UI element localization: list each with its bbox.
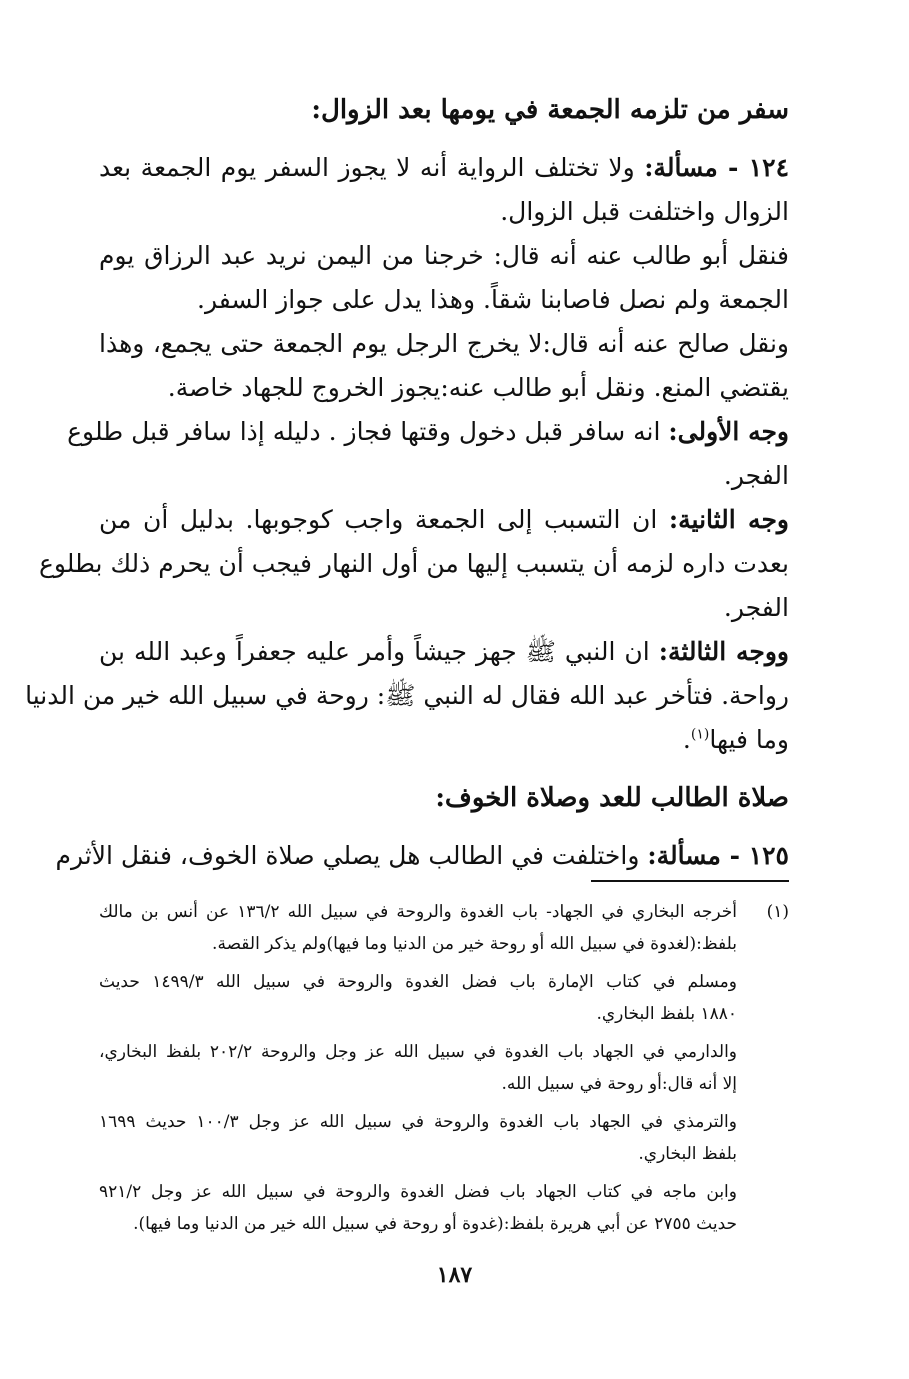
footnote-body xyxy=(99,896,737,1240)
first-view-line-1 xyxy=(67,410,789,454)
third-view-line-1 xyxy=(99,630,789,674)
footnote-number: (١) xyxy=(766,902,789,922)
second-view-line-3: الفجر. xyxy=(723,593,789,622)
footnote-line: حديث ٢٧٥٥ عن أبي هريرة بلفظ:(غدوة أو روحة في سبيل الله خير من الدنيا وما فيها). xyxy=(133,1214,737,1234)
main-text xyxy=(25,86,790,878)
abu-talib-line-1: فنقل أبو طالب عنه أنه قال: خرجنا من اليمن نريد عبد الرزاق يوم xyxy=(99,241,789,270)
section-heading-fear-prayer: صلاة الطالب للعد وصلاة الخوف: xyxy=(435,783,789,813)
second-view-text-1: ان التسبب إلى الجمعة واجب كوجوبها. بدليل أن من xyxy=(99,505,658,534)
footnote-separator xyxy=(591,880,789,882)
footnotes xyxy=(99,896,789,1240)
abu-talib-line-2: الجمعة ولم نصل فاصابنا شقاً. وهذا يدل على جواز السفر. xyxy=(197,285,789,314)
salih-line-1: ونقل صالح عنه أنه قال:لا يخرج الرجل يوم الجمعة حتى يجمع، وهذا xyxy=(99,329,789,358)
footnote-line: بلفظ:(لغدوة في سبيل الله أو روحة خير من الدنيا وما فيها)ولم يذكر القصة. xyxy=(212,934,737,954)
third-view-line-3 xyxy=(99,718,789,762)
issue-124-text-1: ولا تختلف الرواية أنه لا يجوز السفر يوم الجمعة بعد xyxy=(99,153,635,182)
footnote-line: والدارمي في الجهاد باب الغدوة في سبيل الله عز وجل والروحة ٢٠٢/٢ بلفظ البخاري، xyxy=(99,1042,737,1062)
issue-124-line-2: الزوال واختلفت قبل الزوال. xyxy=(500,197,789,226)
issue-125-text-1: واختلفت في الطالب هل يصلي صلاة الخوف، فنقل الأثرم xyxy=(55,841,640,870)
third-view-label: ووجه الثالثة: xyxy=(658,637,789,666)
issue-125-line-1 xyxy=(55,834,789,878)
second-view-line-1 xyxy=(99,498,789,542)
second-view-line-2: بعدت داره لزمه أن يتسبب إليها من أول النهار فيجب أن يحرم ذلك بطلوع xyxy=(38,549,789,578)
third-view-line-2: رواحة. فتأخر عبد الله فقال له النبي ﷺ: روحة في سبيل الله خير من الدنيا xyxy=(25,681,789,710)
footnote-line: إلا أنه قال:أو روحة في سبيل الله. xyxy=(501,1074,737,1094)
footnote-line: أخرجه البخاري في الجهاد- باب الغدوة والروحة في سبيل الله ١٣٦/٢ عن أنس بن مالك xyxy=(99,902,738,922)
page-number: ١٨٧ xyxy=(436,1262,473,1288)
footnote-line: ومسلم في كتاب الإمارة باب فضل الغدوة والروحة في سبيل الله ١٤٩٩/٣ حديث xyxy=(99,972,737,992)
footnote-line: والترمذي في الجهاد باب الغدوة والروحة في سبيل الله عز وجل ١٠٠/٣ حديث ١٦٩٩ xyxy=(99,1112,737,1132)
salih-line-2: يقتضي المنع. ونقل أبو طالب عنه:يجوز الخروج للجهاد خاصة. xyxy=(167,373,789,402)
third-view-text-3-end: . xyxy=(682,725,691,754)
third-view-text-3: وما فيها xyxy=(709,725,789,754)
footnote-line: وابن ماجه في كتاب الجهاد باب فضل الغدوة والروحة في سبيل الله عز وجل ٩٢١/٢ xyxy=(99,1182,737,1202)
first-view-text-1: انه سافر قبل دخول وقتها فجاز . دليله إذا سافر قبل طلوع xyxy=(67,417,661,446)
issue-124-label: ١٢٤ - مسألة: xyxy=(644,153,790,182)
first-view-label: وجه الأولى: xyxy=(668,417,789,446)
footnote-reference[interactable]: (١) xyxy=(690,726,710,743)
footnote-line: ١٨٨٠ بلفظ البخاري. xyxy=(596,1004,737,1024)
footnote-line: بلفظ البخاري. xyxy=(638,1144,737,1164)
second-view-label: وجه الثانية: xyxy=(668,505,789,534)
section-heading-travel: سفر من تلزمه الجمعة في يومها بعد الزوال: xyxy=(311,95,789,125)
issue-124-line-1 xyxy=(99,146,789,190)
third-view-text-1: ان النبي ﷺ جهز جيشاً وأمر عليه جعفراً وعبد الله بن xyxy=(99,637,650,666)
issue-125-label: ١٢٥ - مسألة: xyxy=(647,841,789,870)
first-view-line-2: الفجر. xyxy=(723,461,789,490)
